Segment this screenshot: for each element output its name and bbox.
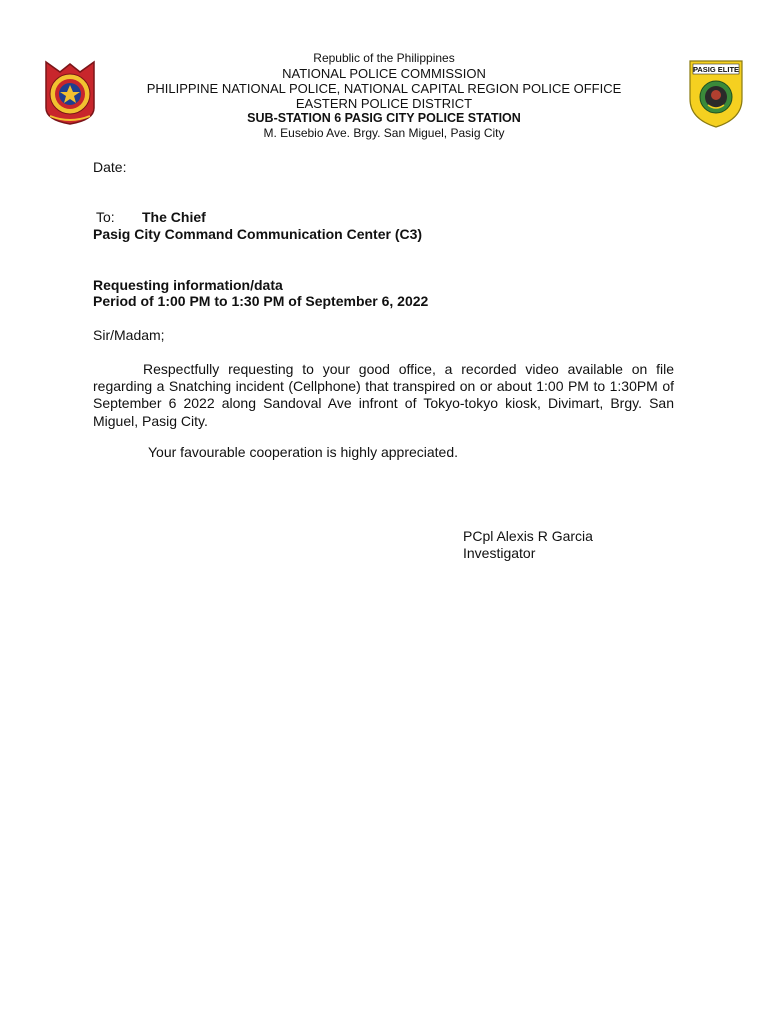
to-label: To:	[96, 209, 115, 225]
recipient-office: Pasig City Command Communication Center (C3)	[93, 226, 423, 242]
signatory-title: Investigator	[463, 545, 536, 561]
letterhead-commission: NATIONAL POLICE COMMISSION	[282, 66, 486, 81]
letterhead-police-office: PHILIPPINE NATIONAL POLICE, NATIONAL CAPITAL REGION POLICE OFFICE	[146, 81, 622, 96]
letterhead-district: EASTERN POLICE DISTRICT	[295, 96, 473, 111]
body-paragraph: Respectfully requesting to your good office, a recorded video available on file regarding a Snatching incident (Cellphone) that transpired on or about 1:00 PM to 1:30PM of September 6 2022 along Sandoval Ave infront of Tokyo-tokyo kiosk, Divimart, Brgy. San Miguel, Pasig City.	[93, 361, 674, 429]
subject-line: Requesting information/data	[93, 277, 283, 293]
letterhead-station: SUB-STATION 6 PASIG CITY POLICE STATION	[247, 111, 521, 125]
letterhead-country: Republic of the Philippines	[313, 51, 455, 65]
salutation: Sir/Madam;	[93, 327, 165, 343]
letterhead	[100, 51, 668, 141]
signatory-name: PCpl Alexis R Garcia	[463, 528, 593, 544]
pnp-seal-icon	[40, 58, 100, 126]
date-label: Date:	[93, 159, 127, 175]
recipient-name: The Chief	[142, 209, 206, 225]
pasig-elite-badge-icon	[688, 59, 744, 129]
closing-line: Your favourable cooperation is highly appreciated.	[148, 444, 459, 460]
subject-period: Period of 1:00 PM to 1:30 PM of September 6, 2022	[93, 293, 429, 309]
badge-banner-text: PASIG ELITE	[692, 65, 740, 74]
letterhead-address: M. Eusebio Ave. Brgy. San Miguel, Pasig City	[263, 126, 505, 140]
